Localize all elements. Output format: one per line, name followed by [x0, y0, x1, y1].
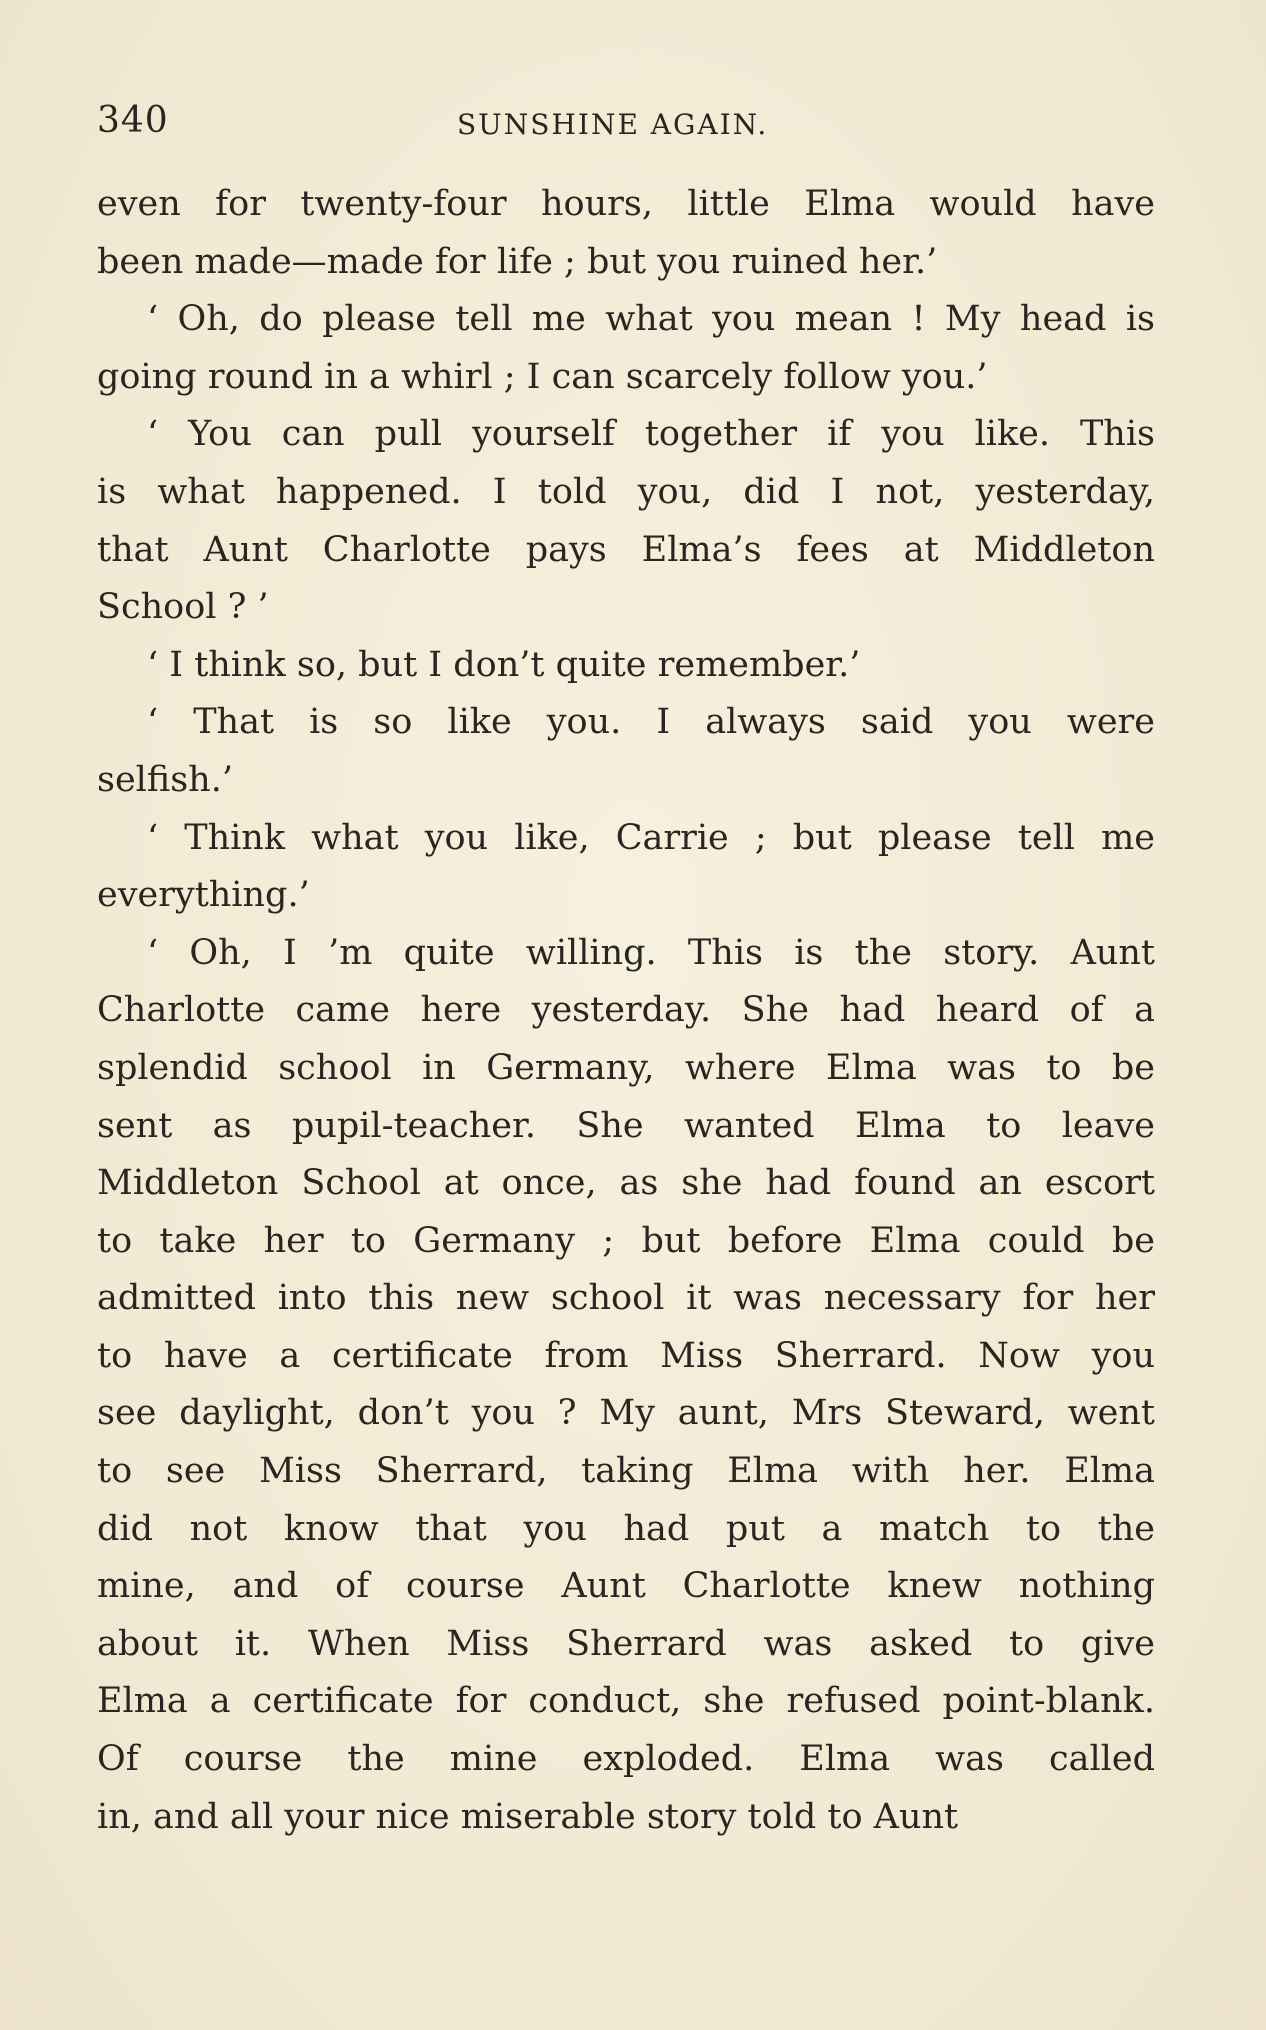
text-line: ‘ You can pull yourself together if you like. This — [147, 414, 1155, 455]
text-line: is what happened. I told you, did I not, yesterday, — [97, 471, 1155, 512]
text-line: sent as pupil-teacher. She wanted Elma to leave — [97, 1105, 1155, 1146]
text-line: ‘ Oh, do please tell me what you mean ! My head is — [147, 299, 1155, 340]
text-line: even for twenty-four hours, little Elma would have — [97, 184, 1155, 224]
running-title: SUNSHINE AGAIN. — [457, 108, 769, 141]
text-line: in, and all your nice miserable story told to Aunt — [97, 1796, 959, 1837]
text-line: to see Miss Sherrard, taking Elma with her. Elma — [97, 1451, 1155, 1492]
page-number: 340 — [97, 100, 169, 141]
text-line: admitted into this new school it was necessary for her — [97, 1278, 1155, 1319]
text-line: mine, and of course Aunt Charlotte knew nothing — [97, 1566, 1155, 1607]
text-line: splendid school in Germany, where Elma was to be — [97, 1047, 1155, 1088]
body-text — [97, 176, 1155, 1846]
text-line: Elma a certificate for conduct, she refused point-blank. — [97, 1681, 1155, 1722]
text-line: about it. When Miss Sherrard was asked to give — [97, 1623, 1155, 1664]
text-line: Middleton School at once, as she had found an escort — [97, 1163, 1155, 1204]
text-line: selfish.’ — [97, 759, 233, 800]
text-line: School ? ’ — [97, 587, 269, 628]
text-line: to take her to Germany ; but before Elma could be — [97, 1220, 1155, 1261]
text-line: ‘ That is so like you. I always said you were — [147, 702, 1155, 743]
page-header — [97, 96, 1155, 146]
text-line: ‘ I think so, but I don’t quite remember.’ — [147, 644, 861, 685]
text-line: going round in a whirl ; I can scarcely follow you.’ — [97, 356, 988, 397]
text-line: been made—made for life ; but you ruined her.’ — [97, 241, 938, 282]
text-line: did not know that you had put a match to the — [97, 1508, 1155, 1549]
text-line: Of course the mine exploded. Elma was called — [97, 1739, 1155, 1780]
text-line: ‘ Think what you like, Carrie ; but please tell me — [147, 817, 1155, 858]
text-line: Charlotte came here yesterday. She had heard of a — [97, 990, 1155, 1031]
text-line: see daylight, don’t you ? My aunt, Mrs Steward, went — [97, 1393, 1155, 1434]
text-line: that Aunt Charlotte pays Elma’s fees at Middleton — [97, 529, 1155, 570]
text-line: ‘ Oh, I ’m quite willing. This is the story. Aunt — [147, 932, 1155, 973]
text-line: to have a certificate from Miss Sherrard. Now you — [97, 1335, 1155, 1376]
text-line: everything.’ — [97, 875, 310, 916]
